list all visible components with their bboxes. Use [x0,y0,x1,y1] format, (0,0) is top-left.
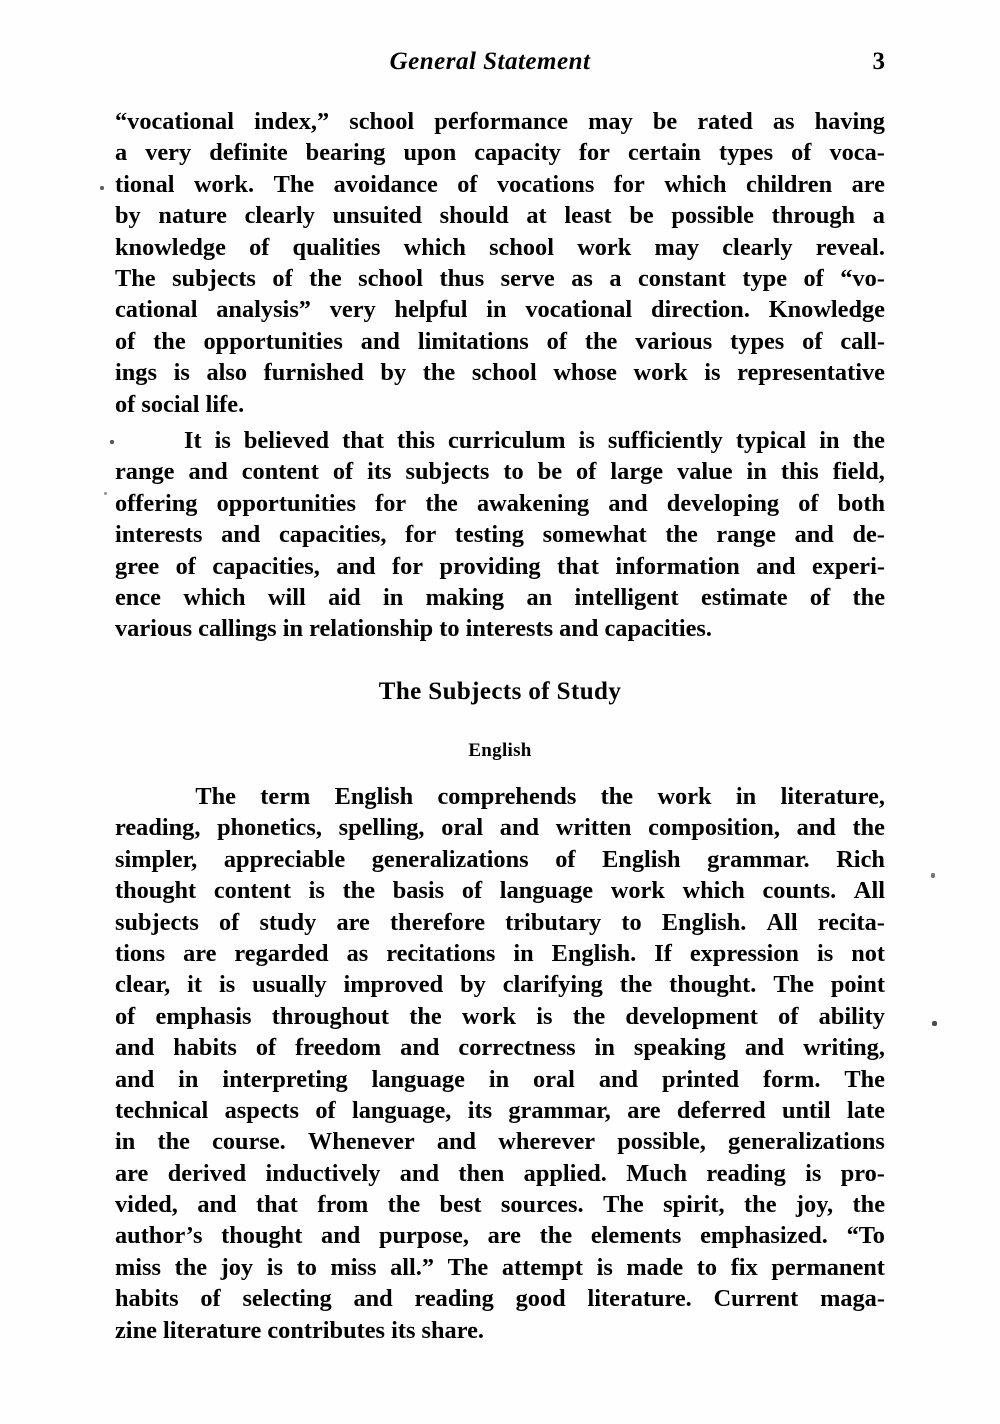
text-line: knowledge of qualities which school work may clearly reveal. [115,233,885,261]
text-line: interests and capacities, for testing somewhat the range and de- [115,521,885,549]
paragraph-english-description [115,783,885,1348]
running-head [115,48,885,82]
text-line: ence which will aid in making an intelligent estimate of the [115,583,885,611]
text-line: gree of capacities, and for providing that information and experi- [115,552,885,580]
text-line: author’s thought and purpose, are the elements emphasized. “To [115,1222,885,1250]
page-title: General Statement [389,48,591,75]
section-heading-subjects-of-study: The Subjects of Study [378,678,622,705]
text-line: thought content is the basis of language work which counts. All [115,877,885,905]
ink-speck [100,186,104,190]
text-line: in the course. Whenever and wherever possible, generalizations [115,1128,885,1156]
subsection-heading-english: English [468,740,532,761]
paragraph-curriculum-belief [115,427,885,647]
text-line: technical aspects of language, its grammar, are deferred until late [115,1096,885,1124]
text-line: reading, phonetics, spelling, oral and written composition, and the [115,814,885,842]
text-line: The term English comprehends the work in literature, [195,783,885,810]
text-line: offering opportunities for the awakening and developing of both [115,489,885,517]
ink-speck [931,873,935,878]
text-line: by nature clearly unsuited should at least be possible through a [115,202,885,230]
text-line: simpler, appreciable generalizations of English grammar. Rich [115,845,885,873]
text-line: miss the joy is to miss all.” The attempt is made to fix permanent [115,1253,885,1281]
text-line: It is believed that this curriculum is sufficiently typical in the [184,427,885,454]
text-line: ings is also furnished by the school whose work is representative [115,359,885,387]
text-line: tional work. The avoidance of vocations for which children are [115,170,885,198]
text-line: and habits of freedom and correctness in speaking and writing, [115,1034,885,1062]
text-line: vided, and that from the best sources. The spirit, the joy, the [115,1191,885,1219]
ink-speck [932,1021,937,1026]
ink-speck [110,440,114,444]
text-line: cational analysis” very helpful in vocational direction. Knowledge [115,296,885,324]
text-line: tions are regarded as recitations in English. If expression is not [115,939,885,967]
text-line: zine literature contributes its share. [115,1316,484,1344]
page-number: 3 [872,48,885,75]
text-line: of emphasis throughout the work is the development of ability [115,1002,885,1030]
text-line: subjects of study are therefore tributary to English. All recita- [115,908,885,936]
text-line: various callings in relationship to interests and capacities. [115,615,712,643]
text-line: range and content of its subjects to be of large value in this field, [115,458,885,486]
text-line: clear, it is usually improved by clarifying the thought. The point [115,971,885,999]
text-line: and in interpreting language in oral and printed form. The [115,1065,885,1093]
text-line: of social life. [115,390,245,418]
text-line: are derived inductively and then applied. Much reading is pro- [115,1159,885,1187]
text-line: The subjects of the school thus serve as a constant type of “vo- [115,264,885,292]
ink-speck [104,492,107,495]
paragraph-vocational-index [115,108,885,422]
text-line: a very definite bearing upon capacity for certain types of voca- [115,139,885,167]
text-line: habits of selecting and reading good literature. Current maga- [115,1285,885,1313]
text-line: of the opportunities and limitations of the various types of call- [115,327,885,355]
text-line: “vocational index,” school performance may be rated as having [115,108,885,135]
